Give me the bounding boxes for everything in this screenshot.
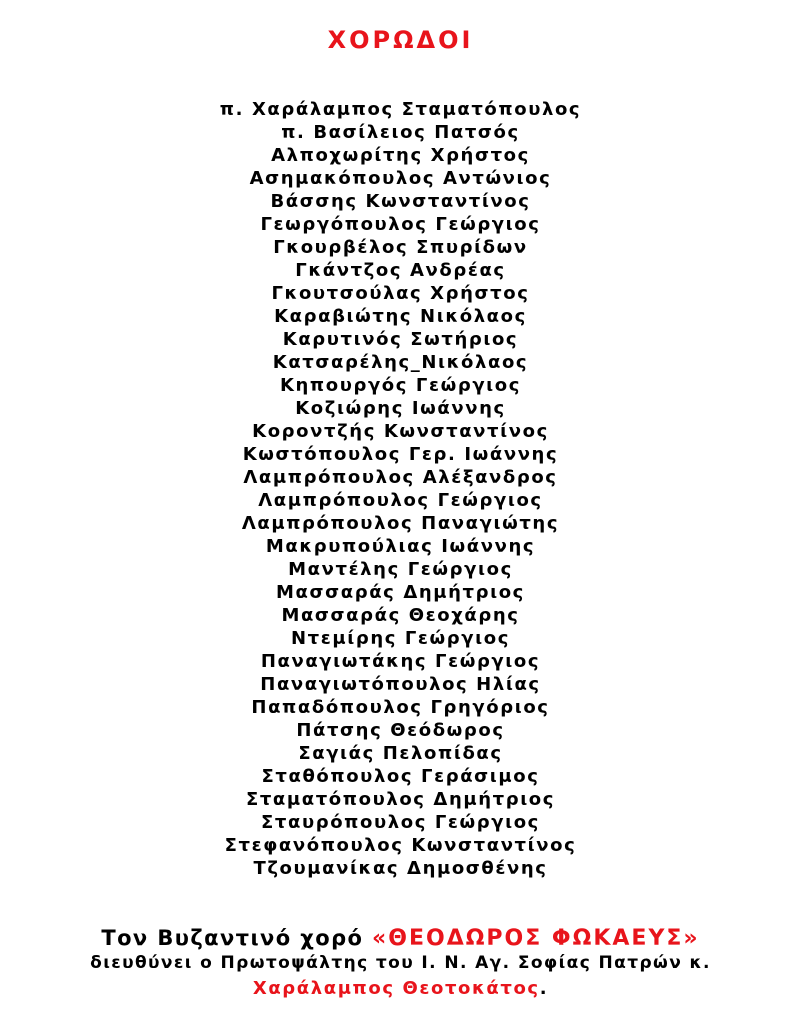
- list-item: Σταυρόπουλος Γεώργιος: [261, 812, 540, 833]
- choir-name: «ΘΕΟΔΩΡΟΣ ΦΩΚΑΕΥΣ»: [372, 926, 700, 951]
- list-item: Κοροντζής Κωνσταντίνος: [252, 421, 549, 442]
- list-item: Γκουτσούλας Χρήστος: [271, 283, 530, 304]
- list-item: Λαμπρόπουλος Παναγιώτης: [241, 513, 560, 534]
- footer-intro-text: Τον Βυζαντινό χορό: [101, 926, 373, 950]
- footer-line-3: [0, 976, 801, 1001]
- footer-line-1: [0, 926, 801, 951]
- director-name: Χαράλαμπος Θεοτοκάτος: [252, 978, 540, 999]
- list-item: Παπαδόπουλος Γρηγόριος: [251, 697, 550, 718]
- page-title: ΧΟΡΩΔΟΙ: [327, 26, 474, 54]
- list-item: Γκουρβέλος Σπυρίδων: [273, 237, 528, 258]
- list-item: Παναγιωτάκης Γεώργιος: [260, 651, 541, 672]
- list-item: Λαμπρόπουλος Γεώργιος: [258, 490, 543, 511]
- list-item: Ασημακόπουλος Αντώνιος: [249, 168, 552, 189]
- footer-line-2: διευθύνει ο Πρωτοψάλτης του Ι. Ν. Αγ. Σοφίας Πατρών κ.: [90, 953, 711, 973]
- list-item: Παναγιωτόπουλος Ηλίας: [260, 674, 541, 695]
- list-item: Κατσαρέλης_Νικόλαος: [272, 352, 529, 373]
- list-item: Καρυτινός Σωτήριος: [282, 329, 519, 350]
- list-item: Γκάντζος Ανδρέας: [295, 260, 506, 281]
- list-item: Μασσαράς Δημήτριος: [276, 582, 525, 603]
- list-item: Μασσαράς Θεοχάρης: [281, 605, 520, 626]
- choir-members-list: [0, 98, 801, 880]
- list-item: Στεφανόπουλος Κωνσταντίνος: [224, 835, 577, 856]
- list-item: Πάτσης Θεόδωρος: [296, 720, 505, 741]
- list-item: Ντεμίρης Γεώργιος: [291, 628, 510, 649]
- list-item: Μαντέλης Γεώργιος: [288, 559, 513, 580]
- list-item: Σταματόπουλος Δημήτριος: [245, 789, 556, 810]
- list-item: Καραβιώτης Νικόλαος: [274, 306, 527, 327]
- list-item: Κηπουργός Γεώργιος: [279, 375, 522, 396]
- list-item: π. Χαράλαμπος Σταματόπουλος: [219, 99, 582, 120]
- list-item: Κοζιώρης Ιωάννης: [295, 398, 506, 419]
- list-item: Βάσσης Κωνσταντίνος: [270, 191, 531, 212]
- list-item: Τζουμανίκας Δημοσθένης: [253, 858, 548, 879]
- footer-credits: [0, 926, 801, 1001]
- list-item: Αλποχωρίτης Χρήστος: [271, 145, 530, 166]
- list-item: Σταθόπουλος Γεράσιμος: [261, 766, 540, 787]
- list-item: π. Βασίλειος Πατσός: [281, 122, 520, 143]
- footer-period: .: [539, 978, 549, 999]
- list-item: Γεωργόπουλος Γεώργιος: [260, 214, 541, 235]
- list-item: Σαγιάς Πελοπίδας: [298, 743, 503, 764]
- list-item: Μακρυπούλιας Ιωάννης: [265, 536, 536, 557]
- list-item: Κωστόπουλος Γερ. Ιωάννης: [242, 444, 559, 465]
- list-item: Λαμπρόπουλος Αλέξανδρος: [243, 467, 558, 488]
